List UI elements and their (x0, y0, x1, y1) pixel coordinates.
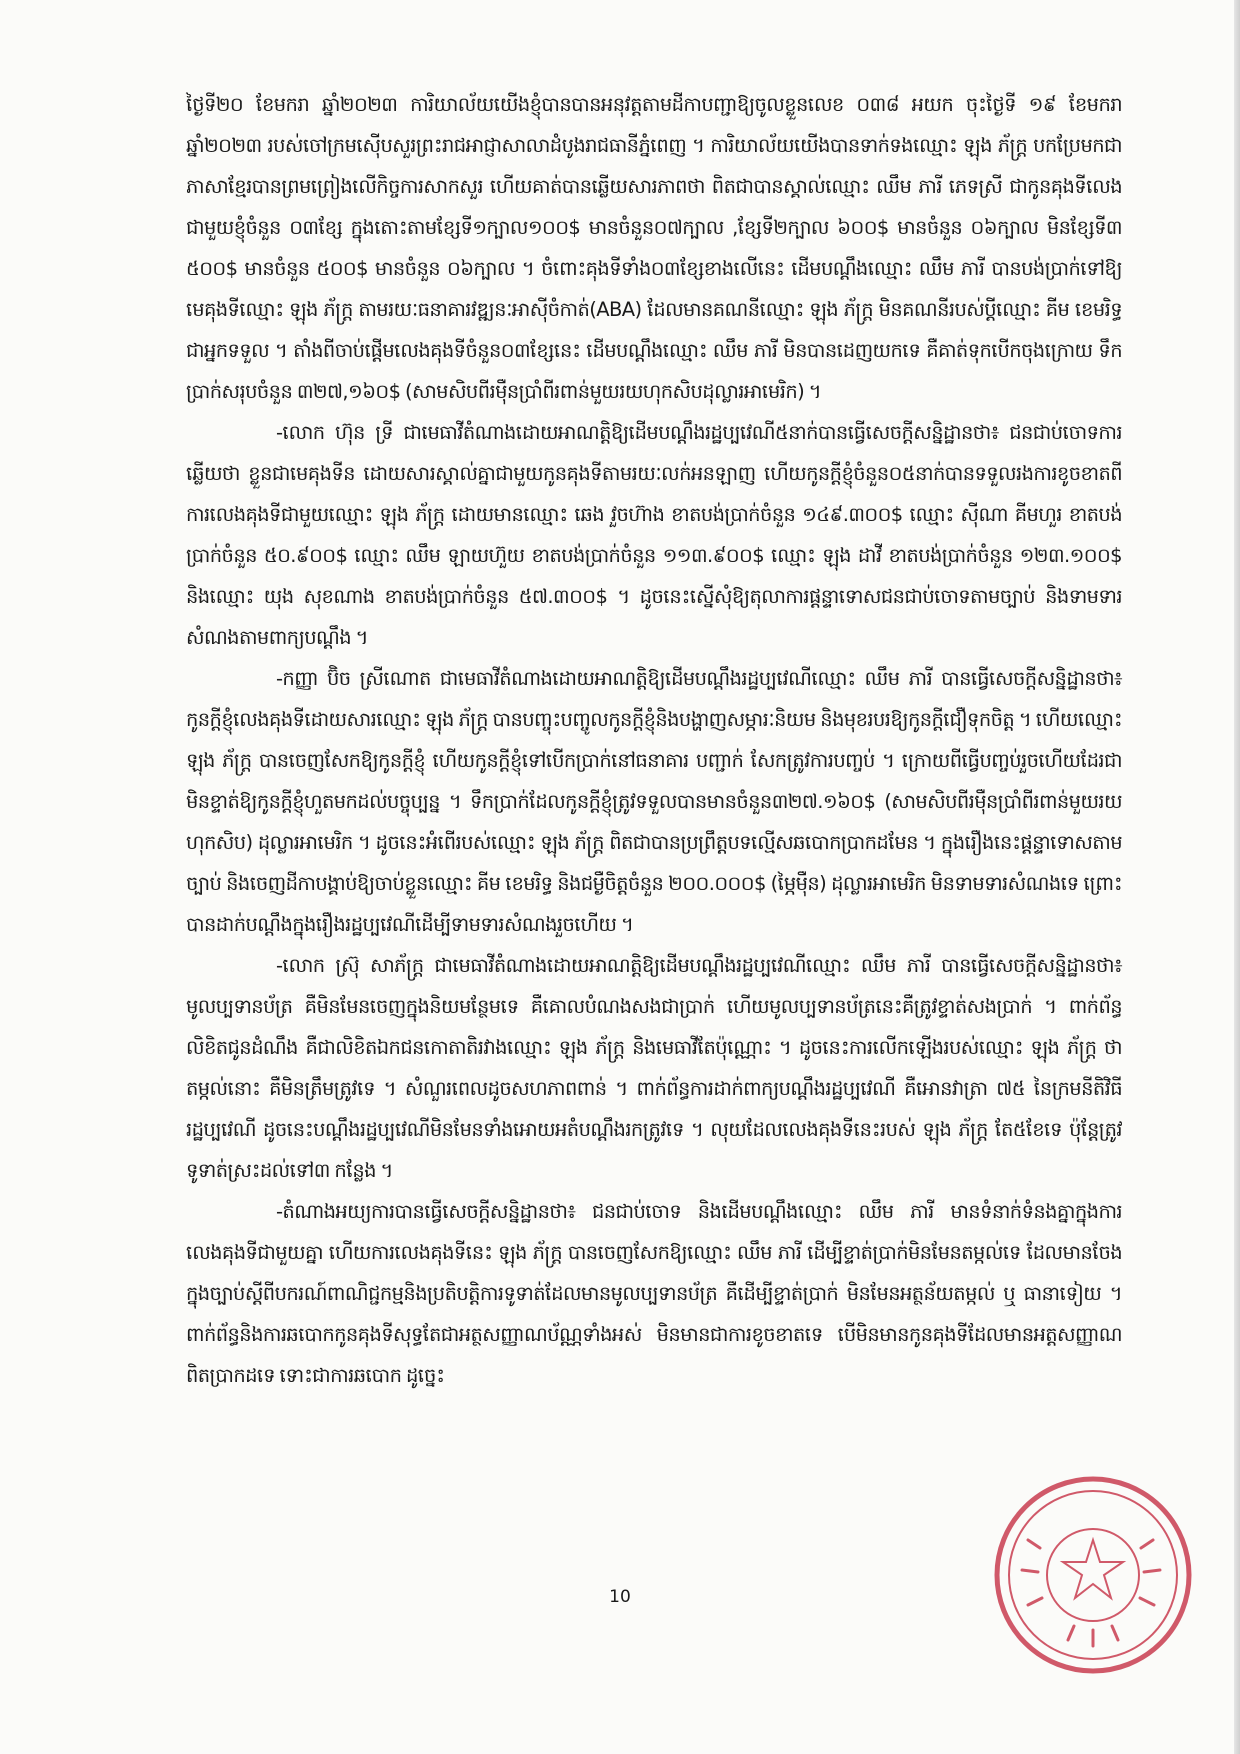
paragraph-2: -លោក ហ៊ុន ទ្រី ជាមេធាវីតំណាងដោយអាណត្តិឱ្យដើមបណ្ដឹងរដ្ឋប្បវេណី៥នាក់បានធ្វើសេចក្ដីសន្និដ្ឋានថា៖ ជនជាប់ចោទការឆ្លើយថា ខ្លួនជាមេគុងទីន ដោយសារស្គាល់គ្នាជាមួយកូនគុងទីតាមរយៈលក់អនឡាញ ហើយកូនក្ដីខ្ញុំចំនួន០៥នាក់បានទទួលរងការខូចខាតពីការលេងគុងទីជាមួយឈ្មោះ ឡុង ភ័ក្រ្ត ដោយមានឈ្មោះ ឆេង វួចហ៊ាង ខាតបង់ប្រាក់ចំនួន ១៤៩.៣០០$ ឈ្មោះ ស៊ីណា គីមហួរ ខាតបង់ប្រាក់ចំនួន ៥០.៩០០$ ឈ្មោះ ឈឹម ឡាយហ៊ួយ ខាតបង់ប្រាក់ចំនួន ១១៣.៩០០$ ឈ្មោះ ឡុង ដាវី ខាតបង់ប្រាក់ចំនួន ១២៣.១០០$ និងឈ្មោះ យុង សុខណាង ខាតបង់ប្រាក់ចំនួន ៥៧.៣០០$ ។ ដូចនេះស្នើសុំឱ្យតុលាការផ្ដន្ទាទោសជនជាប់ចោទតាមច្បាប់ និងទាមទារសំណងតាមពាក្យបណ្ដឹង ។ (186, 421, 1122, 649)
document-body (186, 84, 1122, 1396)
page-number: 10 (609, 1587, 631, 1607)
scan-edge (1234, 0, 1240, 1754)
paragraph-4: -លោក ស្រ៊ុ សាភ័ក្រ្ត ជាមេធាវីតំណាងដោយអាណត្តិឱ្យដើមបណ្ដឹងរដ្ឋប្បវេណីឈ្មោះ ឈឹម ភារី បានធ្វើសេចក្ដីសន្និដ្ឋានថា៖ មូលប្បទានប័ត្រ គឺមិនមែនចេញក្នុងនិយមន្ថែមទេ គឺគោលបំណងសងជាប្រាក់ ហើយមូលប្បទានប័ត្រនេះគឺត្រូវខ្ទាត់សងប្រាក់ ។ ពាក់ព័ន្ធលិខិតជូនដំណឹង គឺជាលិខិតឯកជនកោតាតិរវាងឈ្មោះ ឡុង ភ័ក្រ្ត និងមេធាវីតែប៉ុណ្ណោះ ។ ដូចនេះការលើកឡើងរបស់ឈ្មោះ ឡុង ភ័ក្រ្ត ថាតម្កល់នោះ គឺមិនត្រឹមត្រូវទេ ។ សំណួរពេលដូចសហភាពពាន់ ។ ពាក់ព័ន្ធការដាក់ពាក្យបណ្ដឹងរដ្ឋប្បវេណី គឺអោនវាត្រា ៧៥ នៃក្រមនីតិវិធីរដ្ឋប្បវេណី ដូចនេះបណ្ដឹងរដ្ឋប្បវេណីមិនមែនទាំងអោយអតំបណ្ដឹងរកត្រូវទេ ។ លុយដែលលេងគុងទីនេះរបស់ ឡុង ភ័ក្រ្ត តែ៥ខែទេ ប៉ុន្តែត្រូវទូទាត់ស្រះដល់ទៅ៣ កន្លែង ។ (186, 954, 1122, 1182)
official-seal-icon (988, 1470, 1198, 1680)
paragraph-1: ថ្ងៃទី២០ ខែមករា ឆ្នាំ២០២៣ ការិយាល័យយើងខ្ញុំបានបានអនុវត្តតាមដីកាបញ្ជាឱ្យចូលខ្លួនលេខ ០៣៨ អយក ចុះថ្ងៃទី ១៩ ខែមករា ឆ្នាំ២០២៣ របស់ចៅក្រមស៊ើបសួរព្រះរាជអាជ្ញាសាលាដំបូងរាជធានីភ្នំពេញ ។ ការិយាល័យយើងបានទាក់ទងឈ្មោះ ឡុង ភ័ក្រ្ត បកប្រែមកជាភាសាខ្មែរបានព្រមព្រៀងលើកិច្ចការសាកសួរ ហើយគាត់បានឆ្លើយសារភាពថា ពិតជាបានស្គាល់ឈ្មោះ ឈឹម ភារី ភេទស្រី ជាកូនគុងទីលេងជាមួយខ្ញុំចំនួន ០៣ខ្សែ ក្នុងតោះតាមខ្សែទី១ក្បាល១០០$ មានចំនួន០៧ក្បាល ,ខ្សែទី២ក្បាល ៦០០$ មានចំនួន ០៦ក្បាល មិនខ្សែទី៣ ៥០០$ មានចំនួន ៥០០$ មានចំនួន ០៦ក្បាល ។ ចំពោះគុងទីទាំង០៣ខ្សែខាងលើនេះ ដើមបណ្ដឹងឈ្មោះ ឈឹម ភារី បានបង់ប្រាក់ទៅឱ្យមេគុងទីឈ្មោះ ឡុង ភ័ក្រ្ត តាមរយៈធនាគារវឌ្ឍនៈអាស៊ីចំកាត់(ABA) ដែលមានគណនីឈ្មោះ ឡុង ភ័ក្រ្ត មិនគណនីរបស់ប្ដីឈ្មោះ គីម ខេមរិទ្ធ ជាអ្នកទទួល ។ តាំងពីចាប់ផ្ដើមលេងគុងទីចំនួន០៣ខ្សែនេះ ដើមបណ្ដឹងឈ្មោះ ឈឹម ភារី មិនបានដេញយកទេ គឺគាត់ទុកបើកចុងក្រោយ ទឹកប្រាក់សរុបចំនួន ៣២៧,១៦០$ (សាមសិបពីរម៉ឺនប្រាំពីរពាន់មួយរយហុកសិបដុល្លារអាមេរិក) ។ (186, 93, 1122, 403)
paragraph-3: -កញ្ញា ប៊ិច ស្រីណោត ជាមេធាវីតំណាងដោយអាណត្តិឱ្យដើមបណ្ដឹងរដ្ឋប្បវេណីឈ្មោះ ឈឹម ភារី បានធ្វើសេចក្ដីសន្និដ្ឋានថា៖ កូនក្ដីខ្ញុំលេងគុងទីដោយសារឈ្មោះ ឡុង ភ័ក្រ្ត បានបញ្ចុះបញ្ចូលកូនក្ដីខ្ញុំនិងបង្ហាញសម្ភារៈនិយម និងមុខរបរឱ្យកូនក្ដីជឿទុកចិត្ត ។ ហើយឈ្មោះ ឡុង ភ័ក្រ្ត បានចេញសែកឱ្យកូនក្ដីខ្ញុំ ហើយកូនក្ដីខ្ញុំទៅបើកប្រាក់នៅធនាគារ បញ្ជាក់ សែកត្រូវការបញ្ចប់ ។ ក្រោយពីធ្វើបញ្ចប់រួចហើយដែរជាមិនខ្ទាត់ឱ្យកូនក្ដីខ្ញុំហួតមកដល់បច្ចុប្បន្ន ។ ទឹកប្រាក់ដែលកូនក្ដីខ្ញុំត្រូវទទួលបានមានចំនួន៣២៧.១៦០$ (សាមសិបពីរម៉ឺនប្រាំពីរពាន់មួយរយហុកសិប) ដុល្លារអាមេរិក ។ ដូចនេះអំពើរបស់ឈ្មោះ ឡុង ភ័ក្រ្ត ពិតជាបានប្រព្រឹត្តបទល្មើសឆបោកប្រាកដមែន ។ ក្នុងរឿងនេះផ្ដន្ទាទោសតាមច្បាប់ និងចេញដីកាបង្គាប់ឱ្យចាប់ខ្លួនឈ្មោះ គីម ខេមរិទ្ធ និងជម្ងឺចិត្តចំនួន ២០០.០០០$ (ម្ភៃម៉ឺន) ដុល្លារអាមេរិក មិនទាមទារសំណងទេ ព្រោះបានដាក់បណ្ដឹងក្នុងរឿងរដ្ឋប្បវេណីដើម្បីទាមទារសំណងរួចហើយ ។ (186, 667, 1122, 936)
paragraph-5: -តំណាងអយ្យការបានធ្វើសេចក្ដីសន្និដ្ឋានថា៖ ជនជាប់ចោទ និងដើមបណ្ដឹងឈ្មោះ ឈឹម ភារី មានទំនាក់ទំនងគ្នាក្នុងការលេងគុងទីជាមួយគ្នា ហើយការលេងគុងទីនេះ ឡុង ភ័ក្រ្ត បានចេញសែកឱ្យឈ្មោះ ឈឹម ភារី ដើម្បីខ្ទាត់ប្រាក់មិនមែនតម្កល់ទេ ដែលមានចែងក្នុងច្បាប់ស្ដីពីបករណ៍ពាណិជ្ជកម្មនិងប្រតិបត្តិការទូទាត់ដែលមានមូលប្បទានប័ត្រ គឺដើម្បីខ្ទាត់ប្រាក់ មិនមែនអត្ថន័យតម្កល់ ឬ ធានាទៀយ ។ ពាក់ព័ន្ធនិងការឆបោកកូនគុងទីសុទ្ធតែជាអត្ថសញ្ញាណប័ណ្ណទាំងអស់ មិនមានជាការខូចខាតទេ បើមិនមានកូនគុងទីដែលមានអត្តសញ្ញាណពិតប្រាកដទេ ទោះជាការឆបោក ដូច្នេះ (186, 1200, 1122, 1387)
